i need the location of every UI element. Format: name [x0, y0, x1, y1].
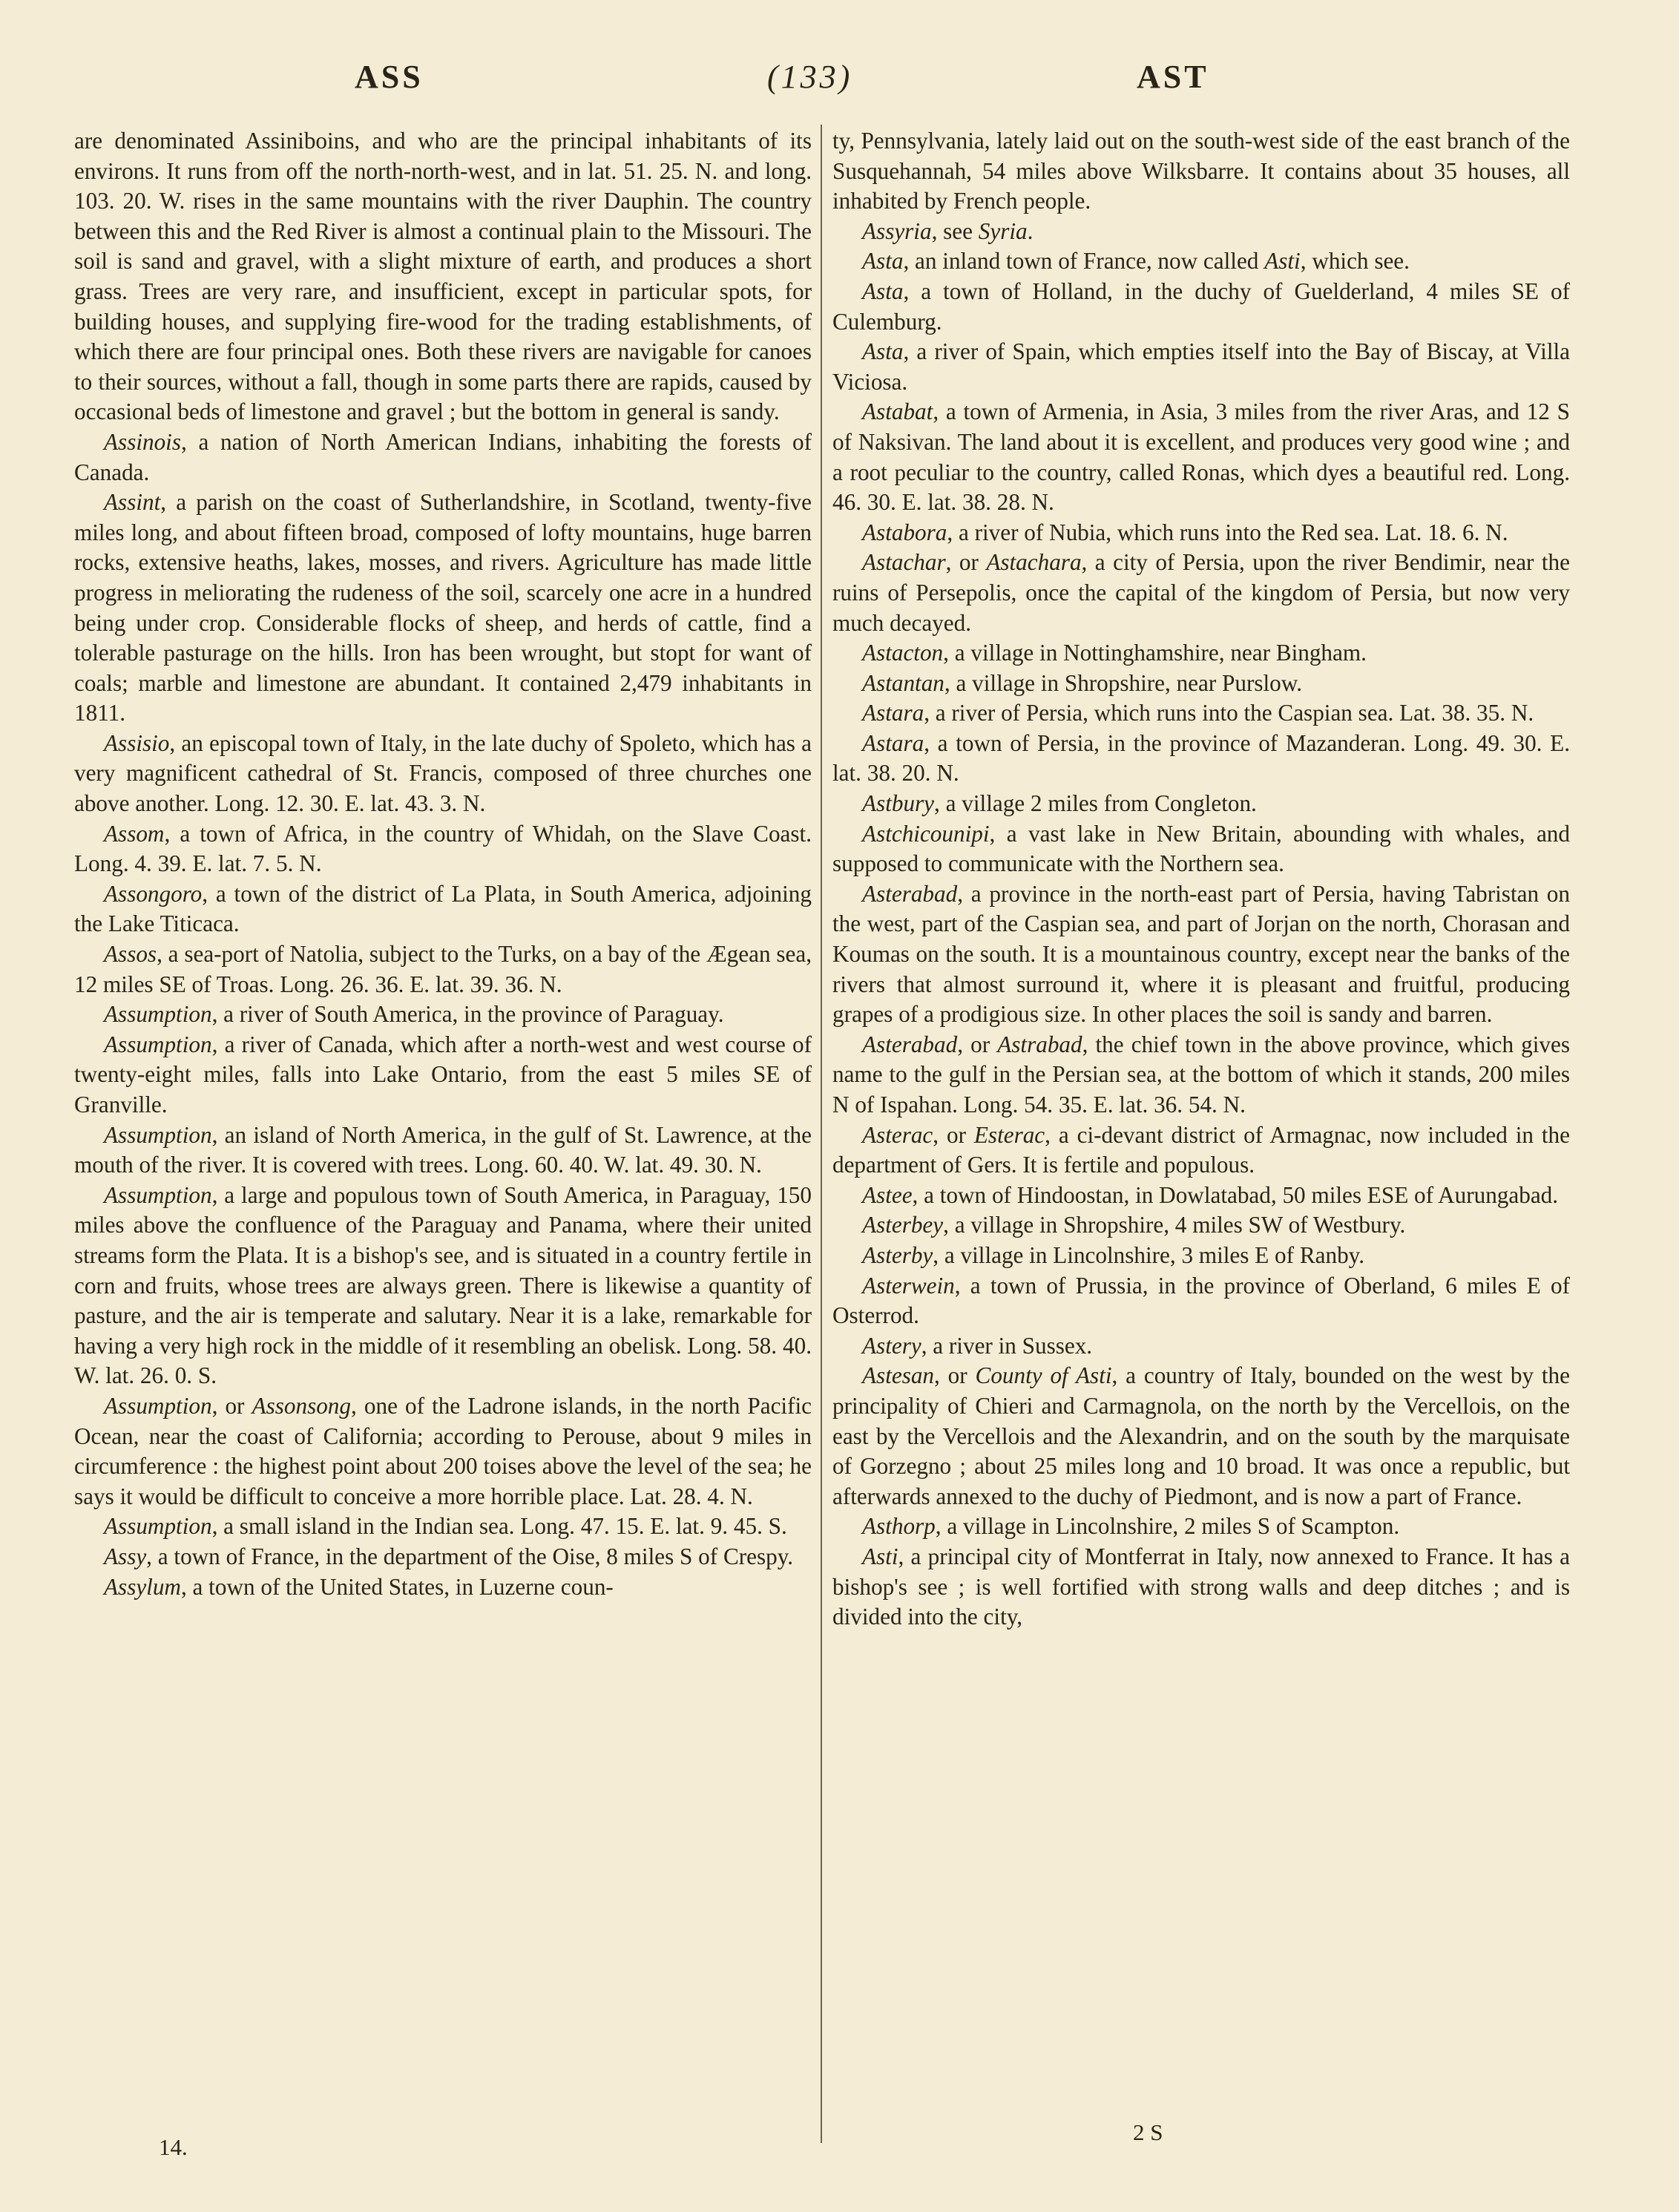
entry-headword: County of Asti — [975, 1362, 1112, 1389]
entry-paragraph — [832, 246, 1570, 277]
entry-headword: Asta — [862, 278, 904, 304]
entry-text: , a ci-devant district of Armagnac, now included in the department of Gers. It is fertile and populous. — [832, 1121, 1570, 1178]
column-divider — [821, 125, 822, 2143]
entry-text: , a river of Persia, which runs into the Caspian sea. Lat. 38. 35. N. — [924, 700, 1534, 726]
entry-paragraph — [832, 879, 1570, 1030]
entry-text: , or — [957, 1031, 998, 1057]
right-column — [832, 126, 1570, 1632]
entry-text: , a town of Holland, in the duchy of Guelderland, 4 miles SE of Culemburg. — [832, 278, 1570, 335]
entry-headword: Asterac — [862, 1121, 933, 1148]
entry-text: . — [1027, 217, 1034, 244]
entry-paragraph — [74, 1572, 812, 1603]
entry-headword: Assos — [104, 941, 157, 968]
entry-headword: Asta — [862, 338, 904, 365]
entry-text: , a parish on the coast of Sutherlandshire, in Scotland, twenty-five miles long, and about fifteen broad, composed of lofty mountains, huge barren rocks, extensive heaths, lakes, mosses, and rivers. Agriculture has made little progress in meliorating the rudeness of the soil, scarcely one acre in a hundred being under crop. Considerable flocks of sheep, and herds of cattle, find a tolerable pasturage on the hills. Iron has been wrought, but stopt for want of coals; marble and limestone are abundant. It contained 2,479 inhabitants in 1811. — [74, 489, 812, 726]
entry-text: , an episcopal town of Italy, in the late duchy of Spoleto, which has a very magnificent cathedral of St. Francis, composed of three churches one above another. Long. 12. 30. E. lat. 43. 3. N. — [74, 729, 812, 817]
entry-headword: Syria — [978, 217, 1028, 244]
entry-headword: Astara — [862, 700, 924, 726]
entry-paragraph — [832, 1331, 1570, 1362]
entry-text: , a river in Sussex. — [921, 1332, 1093, 1359]
entry-paragraph — [832, 397, 1570, 517]
signature-mark-right: 2 S — [1133, 2119, 1163, 2145]
entry-text: , a village in Nottinghamshire, near Bingham. — [943, 640, 1367, 666]
entry-text: , a town of the United States, in Luzerne coun- — [180, 1573, 614, 1600]
entry-headword: Astrabad — [997, 1031, 1082, 1057]
entry-paragraph — [74, 1391, 812, 1512]
entry-paragraph — [832, 518, 1570, 548]
entry-headword: Astery — [862, 1332, 921, 1359]
entry-text: , a river of Nubia, which runs into the Red sea. Lat. 18. 6. N. — [947, 519, 1508, 545]
entry-headword: Assy — [104, 1543, 147, 1569]
entry-headword: Astee — [862, 1181, 913, 1208]
entry-text: , or — [945, 549, 987, 576]
entry-paragraph — [74, 427, 812, 488]
entry-paragraph — [74, 729, 812, 819]
entry-headword: Astbury — [862, 790, 935, 817]
entry-headword: Assumption — [104, 1181, 212, 1208]
entry-text: , a town of Hindoostan, in Dowlatabad, 50 miles ESE of Aurungabad. — [912, 1181, 1559, 1208]
entry-text: , a river of Spain, which empties itself into the Bay of Biscay, at Villa Viciosa. — [832, 338, 1570, 395]
entry-paragraph — [832, 1361, 1570, 1512]
entry-text: , or — [211, 1392, 252, 1419]
entry-text: , a city of Persia, upon the river Bendimir, near the ruins of Persepolis, once the capital of the kingdom of Persia, but now very much decayed. — [832, 549, 1570, 636]
header-left: ASS — [355, 59, 424, 95]
entry-text: , a village 2 miles from Congleton. — [934, 790, 1257, 817]
entry-text: , which see. — [1300, 248, 1410, 275]
entry-headword: Astara — [862, 729, 924, 756]
entry-text: , a province in the north-east part of Persia, having Tabristan on the west, part of the Caspian sea, and part of Jorjan on the north, Chorasan and Koumas on the south. It is a mountainous country, except near the banks of the rivers that almost surround it, where it is pleasant and fruitful, producing grapes of a prodigious size. In other places the soil is sandy and barren. — [832, 880, 1570, 1028]
entry-text: , a town of the district of La Plata, in South America, adjoining the Lake Titicaca. — [74, 880, 812, 937]
entry-text: , a sea-port of Natolia, subject to the Turks, on a bay of the Ægean sea, 12 miles SE of Troas. Long. 26. 36. E. lat. 39. 36. N. — [74, 941, 812, 997]
entry-text: , a nation of North American Indians, inhabiting the forests of Canada. — [74, 428, 812, 485]
entry-headword: Asterbey — [862, 1212, 944, 1238]
entry-headword: Assumption — [104, 1001, 212, 1028]
entry-headword: Asterby — [862, 1241, 933, 1268]
entry-paragraph — [832, 819, 1570, 879]
entry-text: , a town of Persia, in the province of Mazanderan. Long. 49. 30. E. lat. 38. 20. N. — [832, 729, 1570, 787]
entry-paragraph — [832, 729, 1570, 789]
entry-text: , a river of Canada, which after a north-west and west course of twenty-eight miles, falls into Lake Ontario, from the east 5 miles SE of Granville. — [74, 1031, 812, 1118]
entry-headword: Assint — [104, 489, 161, 516]
entry-text: , or — [934, 1362, 976, 1389]
entry-paragraph — [832, 1030, 1570, 1120]
entry-paragraph — [832, 126, 1570, 217]
entry-text: , or — [933, 1121, 974, 1148]
entry-paragraph — [832, 548, 1570, 638]
entry-paragraph — [832, 789, 1570, 819]
entry-paragraph — [74, 879, 812, 939]
entry-text: , a country of Italy, bounded on the west by the principality of Chieri and Carmagnola, on the north by the Vercellois, on the east by the Vercellois and the Alexandrin, and on the south by the marquisate of Gorzegno ; about 25 miles long and 10 broad. It was once a republic, but afterwards annexed to the duchy of Piedmont, and is now a part of France. — [832, 1362, 1570, 1509]
entry-headword: Assinois — [104, 428, 181, 455]
header-right: AST — [1137, 59, 1209, 95]
left-column — [74, 126, 812, 1602]
entry-headword: Assisio — [104, 729, 170, 756]
entry-paragraph — [832, 1120, 1570, 1181]
entry-text: , a village in Lincolnshire, 2 miles S of Scampton. — [935, 1513, 1400, 1540]
entry-paragraph — [832, 1241, 1570, 1271]
entry-paragraph — [832, 669, 1570, 699]
entry-paragraph — [832, 638, 1570, 669]
entry-paragraph — [74, 1000, 812, 1030]
entry-text: , see — [931, 217, 979, 244]
entry-text: , a village in Shropshire, near Purslow. — [944, 669, 1303, 696]
entry-headword: Asterwein — [862, 1272, 955, 1299]
entry-headword: Assom — [104, 820, 165, 847]
entry-text: ty, Pennsylvania, lately laid out on the south-west side of the east branch of the Susquehannah, 54 miles above Wilksbarre. It contains about 35 houses, all inhabited by French people. — [832, 128, 1570, 214]
entry-text: , a vast lake in New Britain, abounding with whales, and supposed to communicate with the Northern sea. — [832, 820, 1570, 877]
entry-paragraph — [74, 1512, 812, 1542]
entry-paragraph — [832, 1512, 1570, 1542]
page-number: (133) — [767, 59, 853, 95]
entry-headword: Astabora — [862, 519, 947, 545]
entry-headword: Assonsong — [252, 1392, 351, 1419]
entry-text: , one of the Ladrone islands, in the north Pacific Ocean, near the coast of California; according to Perouse, about 9 miles in circumference : the highest point about 200 toises above the level of the sea; he says it would be difficult to conceive a more horrible place. Lat. 28. 4. N. — [74, 1392, 812, 1509]
entry-text: , an island of North America, in the gulf of St. Lawrence, at the mouth of the river. It is covered with trees. Long. 60. 40. W. lat. 49. 30. N. — [74, 1121, 812, 1178]
entry-headword: Asthorp — [862, 1513, 936, 1540]
entry-text: , a town of France, in the department of the Oise, 8 miles S of Crespy. — [146, 1543, 794, 1569]
entry-paragraph — [74, 1181, 812, 1391]
entry-paragraph — [832, 277, 1570, 337]
entry-headword: Assumption — [104, 1031, 212, 1057]
entry-paragraph — [74, 488, 812, 729]
entry-paragraph — [832, 337, 1570, 397]
entry-text: , a village in Lincolnshire, 3 miles E of Ranby. — [933, 1241, 1365, 1268]
running-header — [0, 58, 1679, 110]
entry-headword: Astachara — [986, 549, 1082, 576]
entry-text: , a river of South America, in the province of Paraguay. — [211, 1001, 724, 1028]
entry-headword: Astacton — [862, 640, 944, 666]
entry-paragraph — [832, 1271, 1570, 1331]
entry-headword: Esterac — [973, 1121, 1045, 1148]
entry-paragraph — [74, 1120, 812, 1181]
entry-paragraph — [832, 217, 1570, 247]
entry-text: , a town of Africa, in the country of Whidah, on the Slave Coast. Long. 4. 39. E. lat. 7. 5. N. — [74, 820, 812, 877]
entry-headword: Assongoro — [104, 880, 203, 907]
signature-mark-left: 14. — [159, 2134, 188, 2160]
entry-headword: Assyria — [862, 217, 932, 244]
entry-text: , a town of Prussia, in the province of Oberland, 6 miles E of Osterrod. — [832, 1272, 1570, 1329]
entry-text: , an inland town of France, now called — [903, 248, 1265, 275]
entry-text: , the chief town in the above province, which gives name to the gulf in the Persian sea, at the bottom of which it stands, 200 miles N of Ispahan. Long. 54. 35. E. lat. 36. 54. N. — [832, 1031, 1571, 1118]
entry-headword: Asti — [862, 1543, 898, 1569]
entry-headword: Asterabad — [862, 1031, 958, 1057]
entry-paragraph — [74, 1030, 812, 1120]
entry-paragraph — [832, 698, 1570, 729]
entry-text: , a small island in the Indian sea. Long. 47. 15. E. lat. 9. 45. S. — [211, 1513, 787, 1540]
entry-headword: Astesan — [862, 1362, 935, 1389]
entry-text: , a principal city of Montferrat in Italy, now annexed to France. It has a bishop's see ; is well fortified with strong walls and deep ditches ; and is divided into the city, — [832, 1543, 1570, 1630]
entry-headword: Astantan — [862, 669, 944, 696]
entry-headword: Astachar — [862, 549, 946, 576]
entry-headword: Asta — [862, 248, 904, 275]
entry-text: , a village in Shropshire, 4 miles SW of Westbury. — [943, 1212, 1406, 1238]
entry-headword: Assumption — [104, 1392, 212, 1419]
entry-headword: Assumption — [104, 1513, 212, 1540]
entry-text: , a large and populous town of South America, in Paraguay, 150 miles above the confluence of the Paraguay and Panama, where their united streams form the Plata. It is a bishop's see, and is situated in a country fertile in corn and fruits, whose trees are always green. There is likewise a quantity of pasture, and the air is temperate and salutary. Near it is a lake, remarkable for having a very high rock in the middle of it resembling an obelisk. Long. 58. 40. W. lat. 26. 0. S. — [74, 1181, 812, 1389]
entry-paragraph — [74, 1542, 812, 1572]
entry-paragraph — [832, 1181, 1570, 1211]
entry-headword: Asti — [1264, 248, 1301, 275]
entry-paragraph — [832, 1210, 1570, 1241]
entry-headword: Astchicounipi — [862, 820, 990, 847]
entry-text: are denominated Assiniboins, and who are the principal inhabitants of its environs. It runs from off the north-north-west, and in lat. 51. 25. N. and long. 103. 20. W. rises in the same mountains with the river Dauphin. The country between this and the Red River is almost a continual plain to the Missouri. The soil is sand and gravel, with a slight mixture of earth, and produces a short grass. Trees are very rare, and insufficient, except in particular spots, for building houses, and supplying fire-wood for the trading establishments, of which there are four principal ones. Both these rivers are navigable for canoes to their sources, without a fall, though in some parts there are rapids, caused by occasional beds of limestone and gravel ; but the bottom in general is sandy. — [74, 128, 812, 425]
entry-paragraph — [74, 939, 812, 1000]
entry-headword: Asterabad — [862, 880, 958, 907]
entry-text: , a town of Armenia, in Asia, 3 miles from the river Aras, and 12 S of Naksivan. The land about it is excellent, and produces very good wine ; and a root peculiar to the country, called Ronas, which dyes a beautiful red. Long. 46. 30. E. lat. 38. 28. N. — [832, 398, 1570, 516]
entry-headword: Assumption — [104, 1121, 212, 1148]
entry-headword: Assylum — [104, 1573, 181, 1600]
entry-paragraph — [832, 1542, 1570, 1632]
entry-headword: Astabat — [862, 398, 933, 425]
entry-paragraph — [74, 126, 812, 427]
entry-paragraph — [74, 819, 812, 879]
